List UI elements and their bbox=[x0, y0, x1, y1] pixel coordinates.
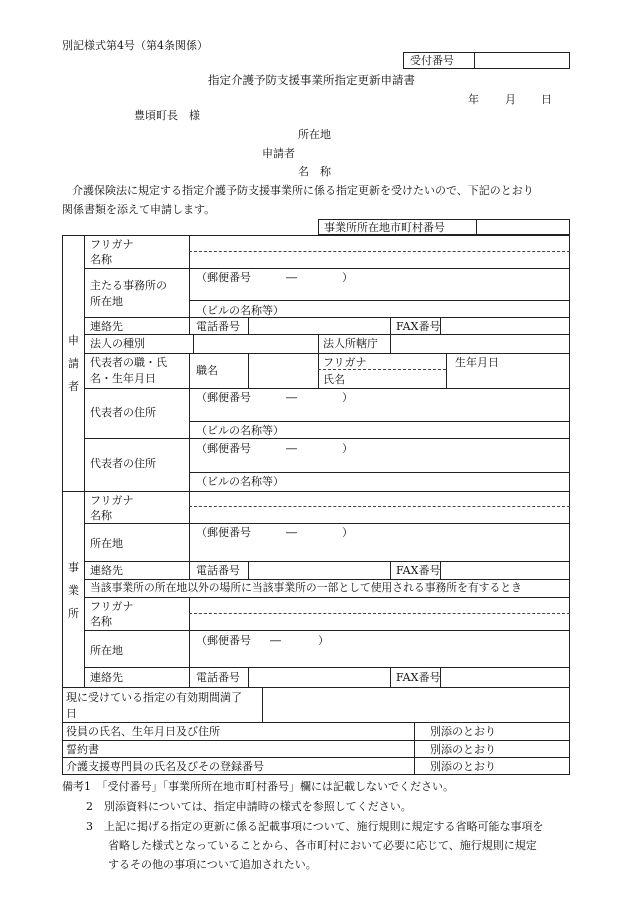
col-line bbox=[248, 561, 249, 579]
sub-fax-label: FAX番号 bbox=[396, 671, 441, 684]
rep-postal-dash: ― bbox=[286, 391, 297, 404]
corp-office-label: 法人所轄庁 bbox=[323, 337, 378, 350]
validity-label-2: 日 bbox=[66, 707, 77, 720]
row-line bbox=[84, 630, 570, 631]
label-divider-c bbox=[189, 597, 190, 687]
rep-postal-close: ） bbox=[342, 391, 353, 404]
officers-label: 役員の氏名、生年月日及び住所 bbox=[66, 725, 220, 738]
applicant-side-label-1: 申 bbox=[68, 334, 79, 347]
postal-label: （郵便番号 bbox=[196, 271, 251, 284]
applicant-name-row-label: 名称 bbox=[90, 253, 112, 266]
row-line bbox=[84, 597, 570, 598]
note-2: 2 別添資料については、指定申請時の様式を参照してください。 bbox=[86, 800, 412, 813]
office-address-label: 所在地 bbox=[90, 537, 123, 550]
officers-attached: 別添のとおり bbox=[430, 725, 496, 738]
rep-building-label-b: （ビルの名称等） bbox=[196, 475, 284, 488]
col-line bbox=[248, 667, 249, 687]
col-line bbox=[390, 561, 391, 579]
sub-postal-close: ） bbox=[318, 634, 329, 647]
row-line bbox=[84, 667, 570, 668]
pledge-attached: 別添のとおり bbox=[430, 743, 496, 756]
office-address-label-2: 所在地 bbox=[90, 295, 123, 308]
position-label: 職名 bbox=[196, 364, 218, 377]
representative-label-2: 名・生年月日 bbox=[90, 372, 156, 385]
postal-close: ） bbox=[342, 271, 353, 284]
col-line bbox=[318, 334, 319, 353]
row-line bbox=[84, 579, 570, 580]
rep-postal-label: （郵便番号 bbox=[196, 391, 251, 404]
col-line bbox=[318, 353, 319, 388]
row-line bbox=[189, 300, 570, 301]
row-line bbox=[62, 740, 570, 741]
sub-contact-label: 連絡先 bbox=[90, 671, 123, 684]
receipt-divider bbox=[474, 52, 475, 69]
side-section-divider bbox=[62, 491, 85, 492]
row-line bbox=[84, 388, 570, 389]
col-line bbox=[390, 317, 391, 334]
col-line bbox=[414, 722, 415, 775]
office-contact-label: 連絡先 bbox=[90, 564, 123, 577]
office-postal-dash: ― bbox=[286, 526, 297, 539]
applicant-side-label-2: 請 bbox=[68, 357, 79, 370]
applicant-address-label: 所在地 bbox=[298, 128, 331, 141]
date-year-label: 年 bbox=[468, 93, 479, 106]
row-line bbox=[84, 317, 570, 318]
office-furigana-dash bbox=[189, 506, 570, 507]
body-text-line1: 介護保険法に規定する指定介護予防支援事業所に係る指定更新を受けたいので、下記のとおり bbox=[72, 184, 534, 197]
phone-label: 電話番号 bbox=[196, 320, 240, 333]
rep-furigana-label: フリガナ bbox=[323, 356, 367, 369]
applicant-name-label: 名 称 bbox=[298, 165, 331, 178]
applicant-furigana-label: フリガナ bbox=[90, 238, 134, 251]
label-divider-b bbox=[189, 353, 190, 579]
representative-label-1: 代表者の職・氏 bbox=[90, 356, 167, 369]
office-fax-label: FAX番号 bbox=[396, 564, 441, 577]
sub-postal-dash: ― bbox=[270, 634, 281, 647]
form-title: 指定介護予防支援事業所指定更新申請書 bbox=[208, 73, 415, 87]
receipt-number-label: 受付番号 bbox=[410, 54, 454, 67]
office-address-label-1: 主たる事務所の bbox=[90, 279, 167, 292]
row-line bbox=[84, 523, 570, 524]
applicant-side-label-3: 者 bbox=[68, 380, 79, 393]
row-line bbox=[189, 472, 570, 473]
note-3-line2: 省略した様式となっていることから、各市町村において必要に応じて、施行規則に規定 bbox=[108, 839, 537, 852]
contact-label: 連絡先 bbox=[90, 320, 123, 333]
office-side-label-3: 所 bbox=[68, 607, 79, 620]
body-text-line2: 関係書類を添えて申請します。 bbox=[62, 203, 216, 216]
sub-furigana-label: フリガナ bbox=[90, 600, 134, 613]
receipt-number-field[interactable] bbox=[476, 53, 569, 68]
sub-postal-label: （郵便番号 bbox=[196, 634, 251, 647]
date-month-label: 月 bbox=[505, 93, 516, 106]
postal-dash: ― bbox=[286, 271, 297, 284]
note-3-line3: するその他の事項について追加されたい。 bbox=[108, 858, 317, 871]
label-divider-corp bbox=[193, 334, 194, 353]
row-line bbox=[84, 268, 570, 269]
col-line bbox=[390, 334, 391, 353]
applicant-label: 申請者 bbox=[262, 147, 295, 160]
col-line bbox=[446, 353, 447, 388]
rep-address-label-b: 代表者の住所 bbox=[90, 457, 156, 470]
sub-furigana-dash bbox=[189, 613, 570, 614]
rep-furigana-dash bbox=[318, 369, 446, 370]
addressee: 豊頃町長 様 bbox=[134, 109, 200, 122]
rep-building-label: （ビルの名称等） bbox=[196, 424, 284, 437]
row-line bbox=[84, 438, 570, 439]
note-1: 備考1 「受付番号」「事業所所在地市町村番号」欄には記載しないでください。 bbox=[62, 780, 454, 793]
note-3-line1: 3 上記に掲げる指定の更新に係る記載事項について、施行規則に規定する省略可能な事項を bbox=[86, 820, 544, 833]
office-postal-label: （郵便番号 bbox=[196, 526, 251, 539]
applicant-name-field[interactable] bbox=[190, 236, 569, 267]
care-managers-label: 介護支援専門員の氏名及びその登録番号 bbox=[66, 760, 264, 773]
validity-field[interactable] bbox=[263, 688, 569, 721]
rep-postal-dash-b: ― bbox=[286, 442, 297, 455]
office-furigana-label: フリガナ bbox=[90, 494, 134, 507]
office-side-label-1: 事 bbox=[68, 561, 79, 574]
building-label: （ビルの名称等） bbox=[196, 304, 284, 317]
rep-postal-label-b: （郵便番号 bbox=[196, 442, 251, 455]
municipality-code-label: 事業所所在地市町村番号 bbox=[324, 221, 445, 234]
validity-label-1: 現に受けている指定の有効期間満了 bbox=[66, 691, 242, 704]
form-number: 別記様式第4号（第4条関係） bbox=[62, 39, 208, 52]
row-line bbox=[189, 421, 570, 422]
row-line bbox=[62, 757, 570, 758]
rep-postal-close-b: ） bbox=[342, 442, 353, 455]
side-column-divider bbox=[84, 235, 85, 687]
sub-office-note: 当該事業所の所在地以外の場所に当該事業所の一部として使用される事務所を有するとき bbox=[90, 581, 522, 594]
col-line bbox=[248, 317, 249, 334]
muni-divider bbox=[476, 219, 477, 235]
date-day-label: 日 bbox=[541, 93, 552, 106]
row-line bbox=[84, 353, 570, 354]
sub-phone-label: 電話番号 bbox=[196, 671, 240, 684]
birthdate-label: 生年月日 bbox=[455, 356, 499, 369]
office-name-label: 名称 bbox=[90, 509, 112, 522]
sub-address-label: 所在地 bbox=[90, 644, 123, 657]
office-postal-close: ） bbox=[342, 526, 353, 539]
pledge-label: 誓約書 bbox=[66, 743, 99, 756]
section-line bbox=[84, 491, 570, 492]
corp-type-label: 法人の種別 bbox=[90, 337, 145, 350]
col-line bbox=[390, 667, 391, 687]
rep-name-label: 氏名 bbox=[323, 373, 345, 386]
row-line bbox=[62, 722, 570, 723]
office-side-label-2: 業 bbox=[68, 584, 79, 597]
office-phone-label: 電話番号 bbox=[196, 564, 240, 577]
row-line bbox=[84, 561, 570, 562]
sub-name-label: 名称 bbox=[90, 615, 112, 628]
fax-label: FAX番号 bbox=[396, 320, 441, 333]
col-line bbox=[248, 353, 249, 388]
care-managers-attached: 別添のとおり bbox=[430, 760, 496, 773]
row-line bbox=[84, 334, 570, 335]
rep-address-label: 代表者の住所 bbox=[90, 406, 156, 419]
